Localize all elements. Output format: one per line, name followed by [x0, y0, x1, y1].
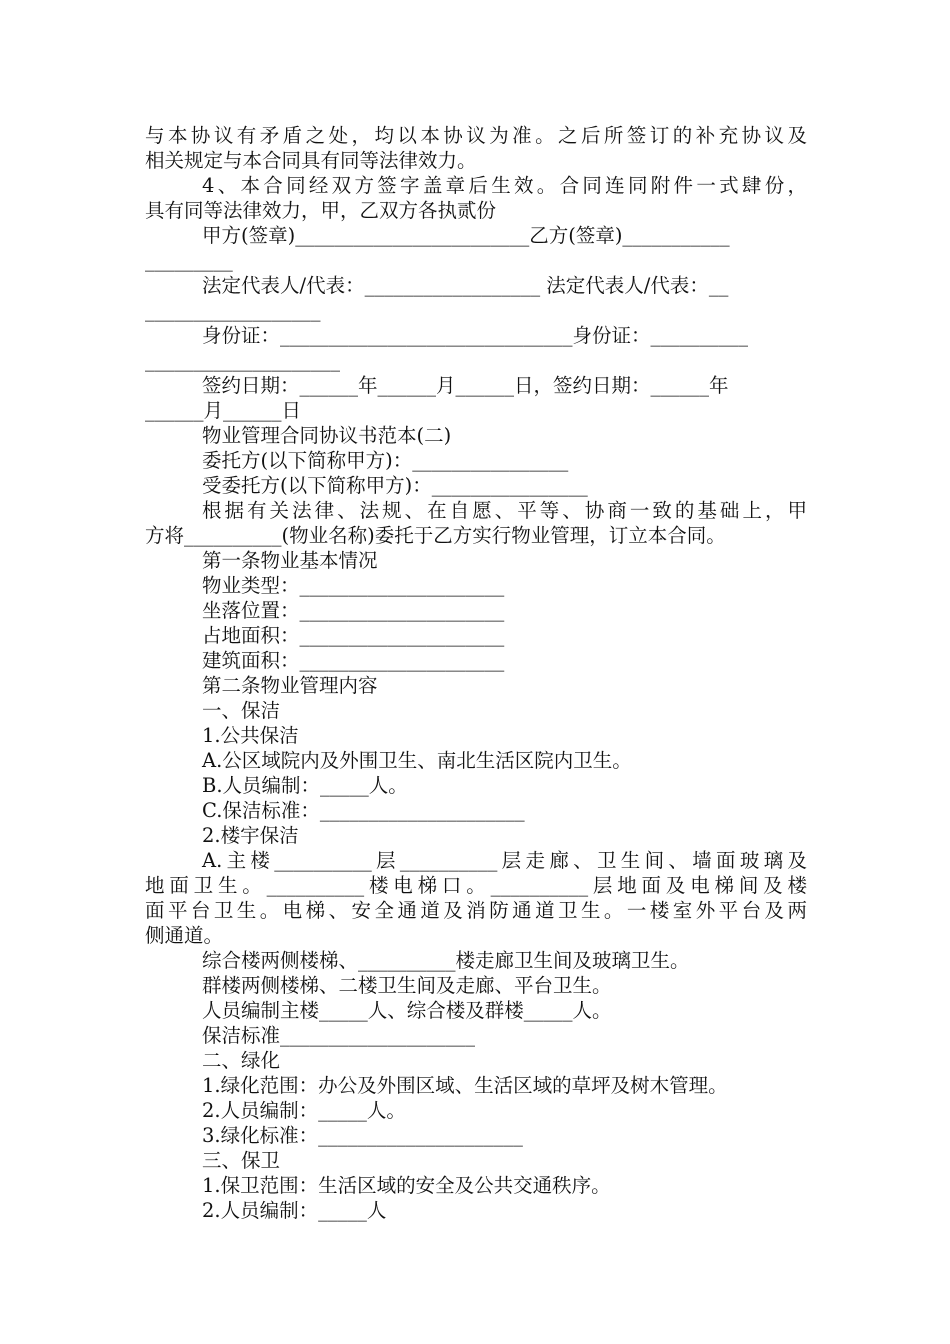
text-line: 坐落位置：_____________________ — [202, 599, 505, 622]
text-line: 2.人员编制：_____人。 — [202, 1099, 406, 1122]
text-line: 相关规定与本合同具有同等法律效力。 — [145, 149, 477, 172]
text-line: 1.绿化范围：办公及外围区域、生活区域的草坪及树木管理。 — [202, 1074, 728, 1097]
text-line: 受委托方(以下简称甲方)：________________ — [202, 474, 588, 497]
text-line: 签约日期：______年______月______日，签约日期：______年 — [202, 374, 729, 397]
document-body — [145, 123, 807, 1223]
text-line: 方将__________(物业名称)委托于乙方实行物业管理，订立本合同。 — [145, 524, 726, 547]
text-line: ____________________ — [145, 349, 340, 372]
text-line: 2.楼宇保洁 — [202, 824, 299, 847]
text-line: 第一条物业基本情况 — [202, 549, 378, 572]
text-line: ______月______日 — [145, 399, 302, 422]
text-line: 1.保卫范围：生活区域的安全及公共交通秩序。 — [202, 1174, 611, 1197]
text-line: 建筑面积：_____________________ — [202, 649, 505, 672]
text-line: 身份证：______________________________身份证：__________ — [202, 324, 749, 347]
text-line: 侧通道。 — [145, 924, 224, 947]
text-line: A.公区域院内及外围卫生、南北生活区院内卫生。 — [202, 749, 632, 772]
text-line: 一、保洁 — [202, 699, 281, 722]
text-line: 与本协议有矛盾之处，均以本协议为准。之后所签订的补充协议及 — [145, 124, 807, 147]
text-line: 群楼两侧楼梯、二楼卫生间及走廊、平台卫生。 — [202, 974, 612, 997]
text-line: 面平台卫生。电梯、安全通道及消防通道卫生。一楼室外平台及两 — [145, 899, 807, 922]
text-line: 4、本合同经双方签字盖章后生效。合同连同附件一式肆份， — [202, 174, 807, 197]
text-line: __________________ — [145, 299, 321, 322]
text-line: 甲方(签章)________________________乙方(签章)___________ — [202, 224, 730, 247]
text-line: 三、保卫 — [202, 1149, 281, 1172]
text-line: C.保洁标准：_____________________ — [202, 799, 525, 822]
text-line: _________ — [145, 249, 233, 272]
text-line: 人员编制主楼_____人、综合楼及群楼_____人。 — [202, 999, 612, 1022]
text-line: 具有同等法律效力，甲，乙双方各执贰份 — [145, 199, 497, 222]
text-line: B.人员编制：_____人。 — [202, 774, 408, 797]
text-line: 2.人员编制：_____人 — [202, 1199, 387, 1222]
text-line: 法定代表人/代表：__________________ 法定代表人/代表：__ — [202, 274, 729, 297]
text-line: 占地面积：_____________________ — [202, 624, 505, 647]
text-line: 物业管理合同协议书范本(二) — [202, 424, 452, 447]
text-line: 根据有关法律、法规、在自愿、平等、协商一致的基础上，甲 — [202, 499, 807, 522]
text-line: 3.绿化标准：_____________________ — [202, 1124, 523, 1147]
text-line: 地面卫生。__________楼电梯口。__________层地面及电梯间及楼 — [145, 874, 807, 897]
text-line: 综合楼两侧楼梯、__________楼走廊卫生间及玻璃卫生。 — [202, 949, 690, 972]
text-line: 1.公共保洁 — [202, 724, 299, 747]
text-line: 物业类型：_____________________ — [202, 574, 505, 597]
text-line: 第二条物业管理内容 — [202, 674, 378, 697]
text-line: A.主楼__________层__________层走廊、卫生间、墙面玻璃及 — [202, 849, 807, 872]
text-line: 委托方(以下简称甲方)：________________ — [202, 449, 569, 472]
text-line: 保洁标准____________________ — [202, 1024, 476, 1047]
text-line: 二、绿化 — [202, 1049, 281, 1072]
